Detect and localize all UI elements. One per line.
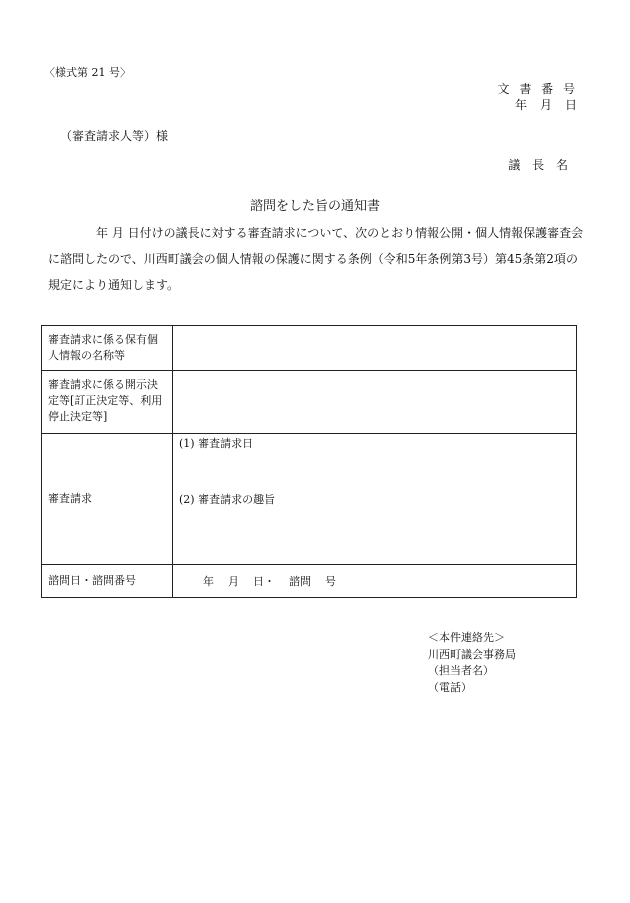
consult-month: 月 bbox=[228, 575, 239, 588]
row-label-request: 審査請求 bbox=[42, 434, 173, 565]
row-content-info-name bbox=[173, 326, 577, 371]
row-content-request bbox=[173, 434, 577, 565]
row-label-info-name: 審査請求に係る保有個人情報の名称等 bbox=[42, 326, 173, 371]
table-row bbox=[42, 565, 577, 598]
consult-label: 諮問 bbox=[289, 575, 311, 588]
table-row bbox=[42, 371, 577, 434]
body-paragraph bbox=[48, 220, 588, 298]
contact-phone: （電話） bbox=[428, 680, 472, 694]
consult-year: 年 bbox=[203, 575, 214, 588]
row-content-consult-date bbox=[173, 565, 577, 598]
contact-office: 川西町議会事務局 bbox=[428, 647, 516, 661]
details-table bbox=[41, 325, 577, 598]
table-row bbox=[42, 326, 577, 371]
document-title: 諮問をした旨の通知書 bbox=[249, 199, 380, 214]
contact-heading: ＜本件連絡先＞ bbox=[428, 631, 505, 644]
sender-name: 議 長 名 bbox=[508, 158, 572, 172]
body-text: 年 月 日付けの議長に対する審査請求について、次のとおり情報公開・個人情報保護審査会に諮問したので、川西町議会の個人情報の保護に関する条例（令和5年条例第3号）第45条第2項の規定により通知します。 bbox=[48, 226, 584, 292]
consult-day: 日・ bbox=[253, 575, 275, 588]
table-row bbox=[42, 434, 577, 565]
issue-date bbox=[515, 96, 578, 113]
consult-number: 号 bbox=[325, 575, 336, 588]
contact-block bbox=[428, 630, 516, 696]
date-month: 月 bbox=[539, 98, 553, 112]
contact-person: （担当者名） bbox=[428, 664, 494, 677]
addressee: （審査請求人等）様 bbox=[60, 129, 169, 143]
row-label-consult-date: 諮問日・諮問番号 bbox=[42, 565, 173, 598]
row-content-disclosure-decision bbox=[173, 371, 577, 434]
request-date-item: (1) 審査請求日 bbox=[179, 437, 254, 450]
form-number: 〈様式第 21 号〉 bbox=[44, 66, 131, 79]
date-year: 年 bbox=[514, 98, 528, 112]
consult-date-line bbox=[173, 573, 576, 589]
row-label-disclosure-decision: 審査請求に係る開示決定等[訂正決定等、利用停止決定等] bbox=[42, 371, 173, 434]
document-number: 文 書 番 号 bbox=[497, 82, 578, 96]
request-purpose-item: (2) 審査請求の趣旨 bbox=[179, 493, 276, 506]
date-day: 日 bbox=[564, 98, 578, 112]
